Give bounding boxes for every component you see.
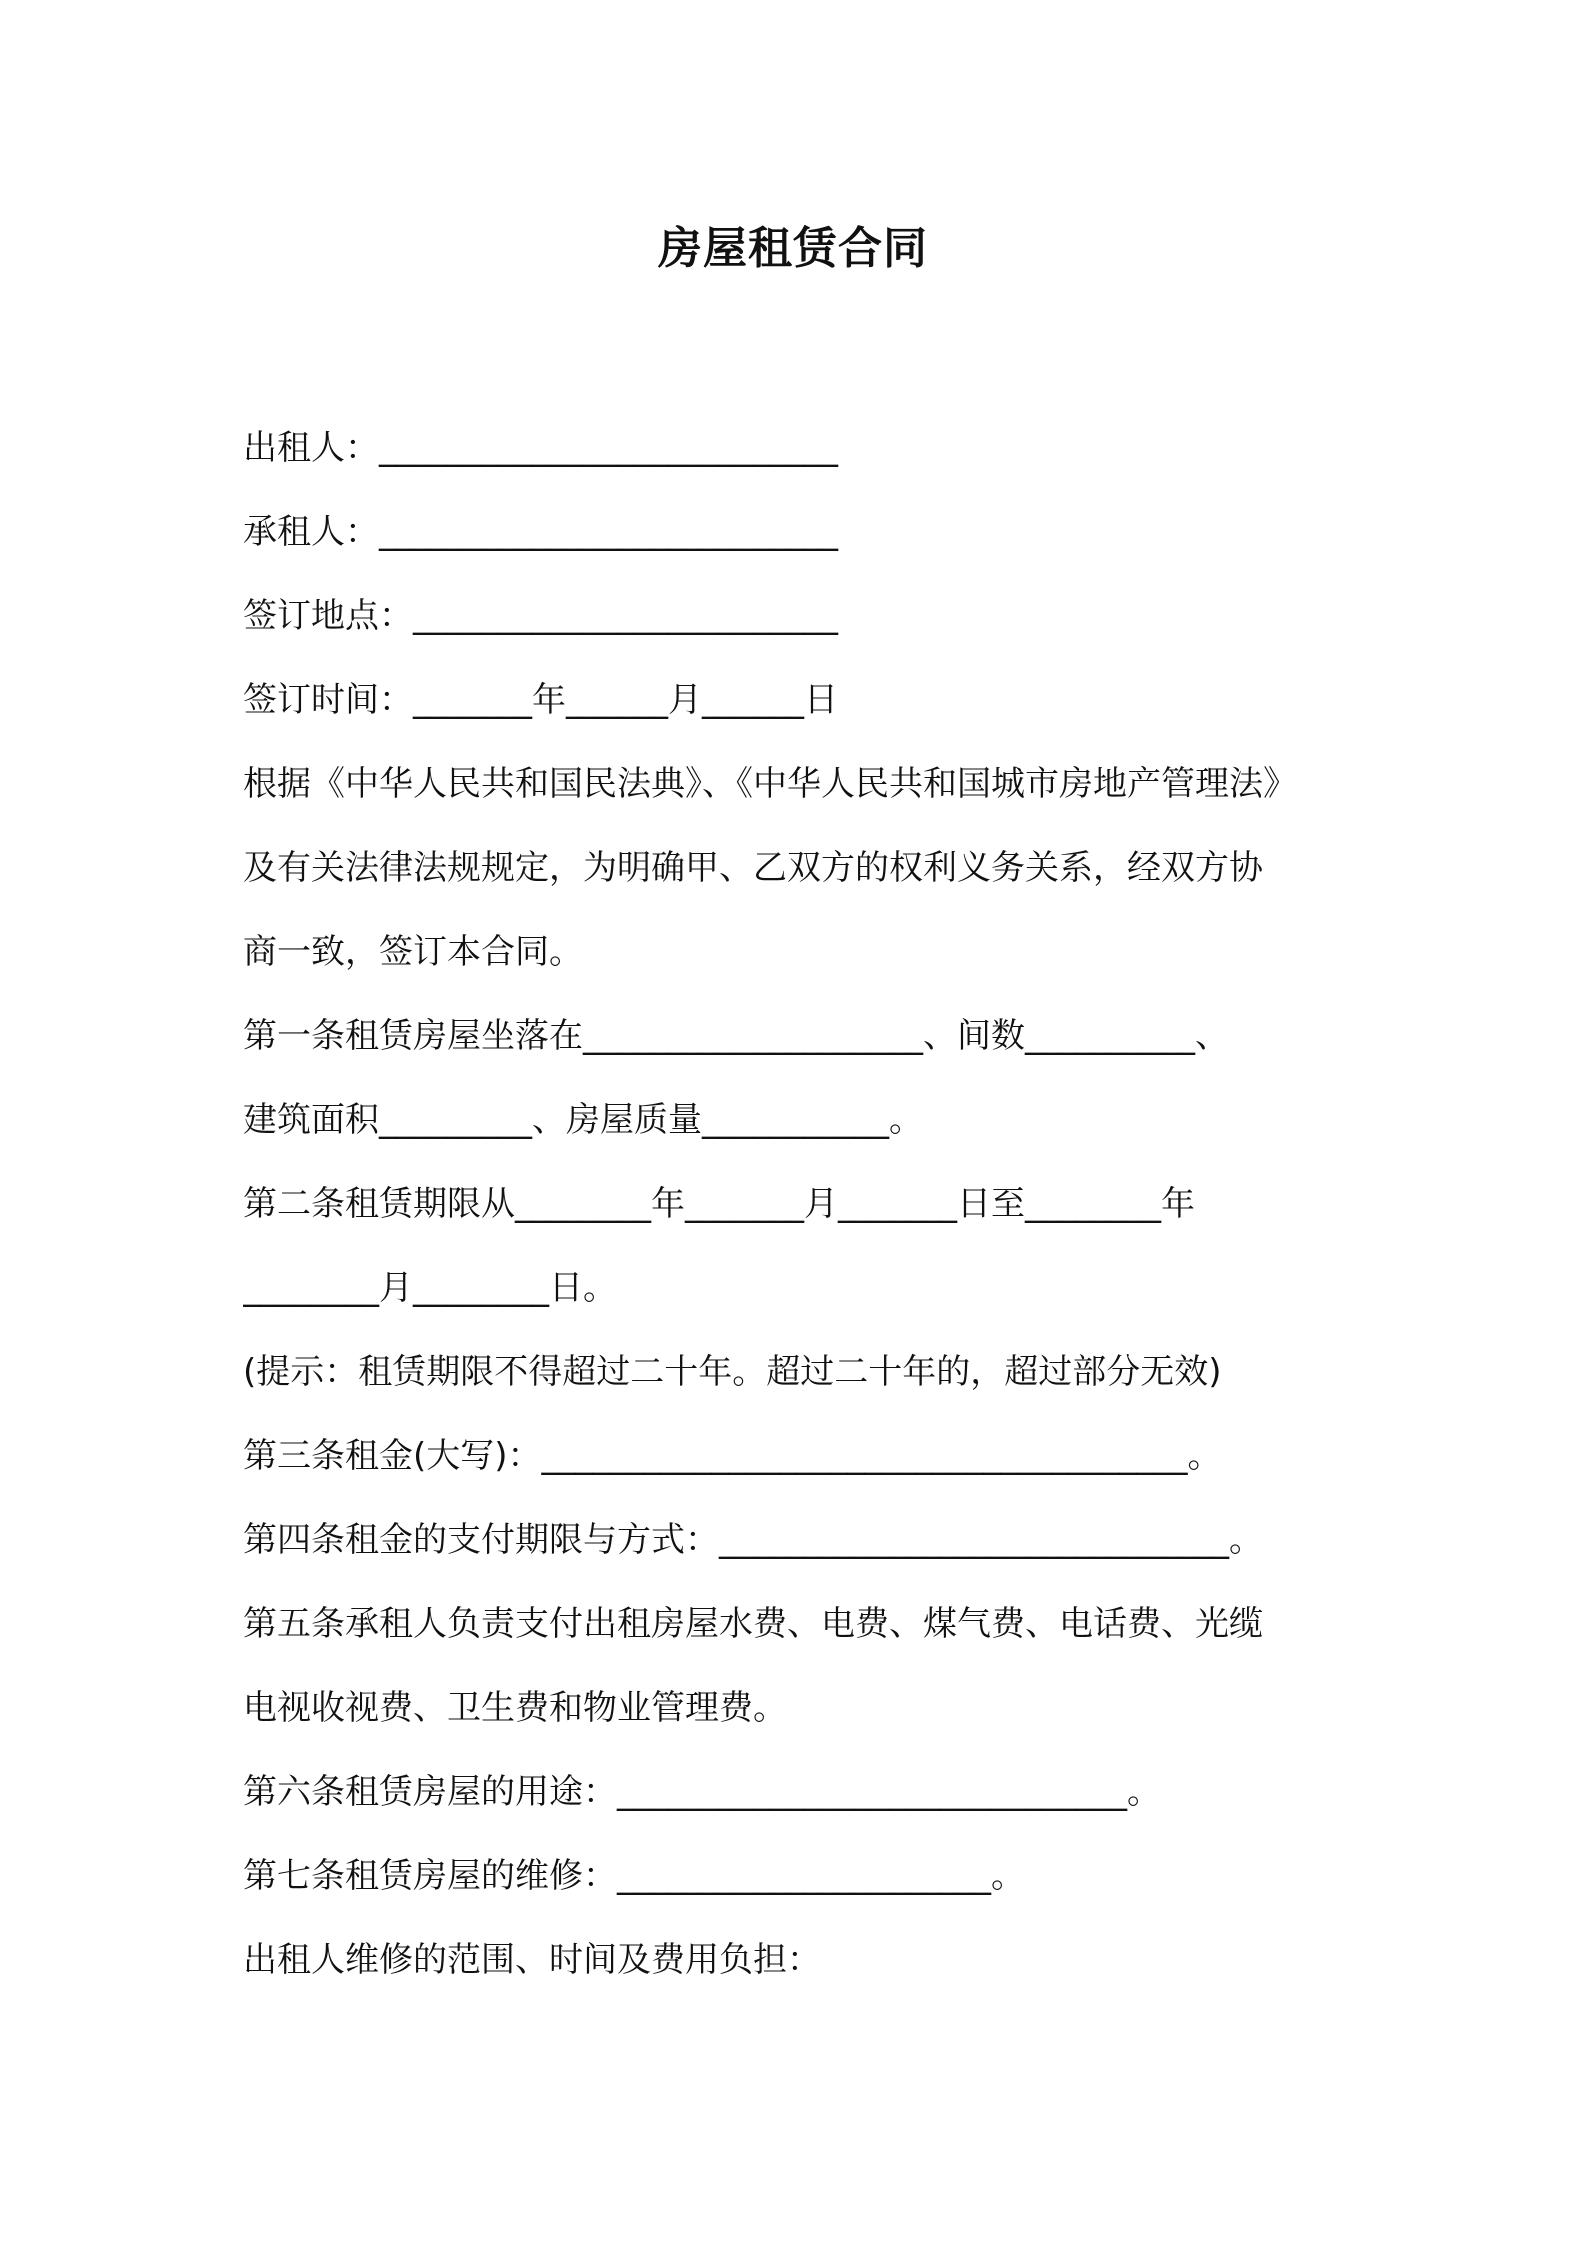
article-5-line-1: 第五条承租人负责支付出租房屋水费、电费、煤气费、电话费、光缆: [243, 1604, 1263, 1644]
repair-scope-line: 出租人维修的范围、时间及费用负担：: [243, 1940, 821, 1980]
lessor-line: 出租人：___________________________: [243, 428, 838, 468]
article-3-line: 第三条租金(大写)：______________________________________。: [243, 1436, 1222, 1476]
preamble-line-3: 商一致，签订本合同。: [243, 932, 583, 972]
contract-body: [243, 406, 1363, 2002]
article-4-line: 第四条租金的支付期限与方式：______________________________。: [243, 1520, 1263, 1560]
article-1-line-2: 建筑面积_________、房屋质量___________。: [243, 1100, 923, 1140]
signing-date-line: 签订时间：_______年______月______日: [243, 680, 838, 720]
signing-place-line: 签订地点：_________________________: [243, 596, 838, 636]
preamble-line-2: 及有关法律法规规定，为明确甲、乙双方的权利义务关系，经双方协: [243, 848, 1263, 888]
article-7-line: 第七条租赁房屋的维修：______________________。: [243, 1856, 1025, 1896]
article-5-line-2: 电视收视费、卫生费和物业管理费。: [243, 1688, 787, 1728]
article-2-line-2: ________月________日。: [243, 1268, 617, 1308]
preamble-line-1: 根据《中华人民共和国民法典》、《中华人民共和国城市房地产管理法》: [243, 764, 1297, 804]
lessee-line: 承租人：___________________________: [243, 512, 838, 552]
article-6-line: 第六条租赁房屋的用途：______________________________。: [243, 1772, 1161, 1812]
article-2-line-1: 第二条租赁期限从________年_______月_______日至________年: [243, 1184, 1195, 1224]
article-1-line-1: 第一条租赁房屋坐落在____________________、间数__________、: [243, 1016, 1229, 1056]
document-title: 房屋租赁合同: [658, 223, 928, 274]
term-hint-line: (提示：租赁期限不得超过二十年。超过二十年的，超过部分无效): [243, 1352, 1222, 1392]
